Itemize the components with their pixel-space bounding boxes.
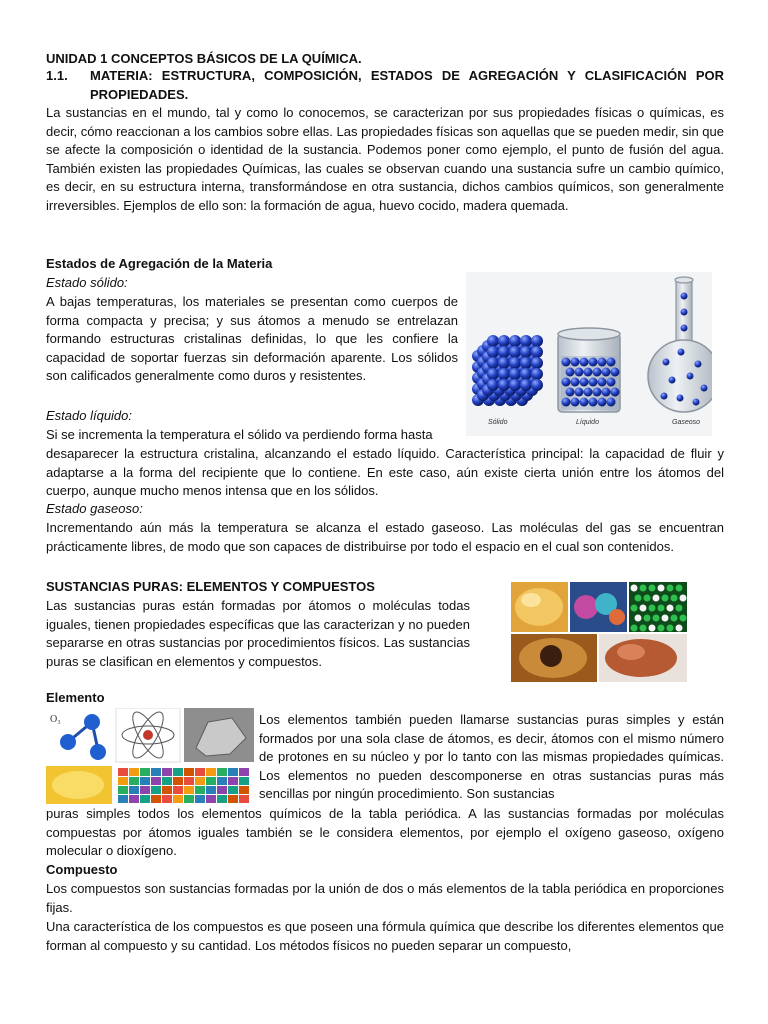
ozone-label: O₃ [50, 714, 61, 725]
unit-title: UNIDAD 1 CONCEPTOS BÁSICOS DE LA QUÍMICA. [46, 51, 362, 66]
compound-heading: Compuesto [46, 862, 118, 877]
element-paragraph: puras simples todos los elementos químicos de la tabla periódica. A las sustancias formadas por moléculas compuestas por átomos iguales también se le considera elementos, por ejemplo el oxígeno gaseoso, oxígeno molecular o dioxígeno. [46, 806, 724, 859]
compound-paragraph-2: Una característica de los compuestos es que poseen una fórmula química que describe los diferentes elementos que forman al compuesto y su cantidad. Los métodos físicos no pueden separar un compuesto, [46, 919, 724, 953]
pure-substances-collage [511, 582, 687, 682]
element-collage [46, 708, 254, 804]
section-title: MATERIA: ESTRUCTURA, COMPOSICIÓN, ESTADOS DE AGREGACIÓN Y CLASIFICACIÓN POR PROPIEDADES. [90, 68, 724, 102]
solid-heading: Estado sólido: [46, 275, 128, 290]
states-heading: Estados de Agregación de la Materia [46, 256, 273, 271]
pure-substances-heading: SUSTANCIAS PURAS: ELEMENTOS Y COMPUESTOS [46, 579, 375, 594]
states-of-matter-figure [466, 272, 712, 436]
liquid-paragraph: desaparecer la estructura cristalina, alcanzando el estado líquido. Característica principal: la capacidad de fluir y adaptarse a la forma del recipiente que lo contiene. En este caso, aún existe cierta unión entre los átomos del cuerpo, aunque mucho menos intensa que en los sólidos. [46, 446, 724, 499]
pure-substances-paragraph: Las sustancias puras están formadas por átomos o moléculas todas iguales, tienen propiedades específicas que las caracterizan y no pueden separarse en otras sustancias por procedimientos físicos. Las sustancias puras se clasifican en elementos y compuestos. [46, 598, 470, 669]
liquid-heading: Estado líquido: [46, 408, 133, 423]
compound-paragraph-1: Los compuestos son sustancias formadas por la unión de dos o más elementos de la tabla periódica en proporciones fijas. [46, 881, 724, 915]
solid-label: Sólido [488, 419, 508, 426]
element-heading: Elemento [46, 690, 105, 705]
element-paragraph-wrap: Los elementos también pueden llamarse sustancias puras simples y están formados por una sola clase de átomos, es decir, átomos con el mismo número de protones en su núcleo y por lo tanto con las mismas propiedades químicas. Los elementos no pueden descomponerse en otras sustancias puras más sencillas por ningún procedimiento. Son sustancias [259, 712, 724, 802]
liquid-paragraph-line1: Si se incrementa la temperatura el sólido va perdiendo forma hasta [46, 427, 433, 442]
liquid-beaker-icon [558, 328, 620, 412]
intro-paragraph: La sustancias en el mundo, tal y como lo conocemos, se caracterizan por sus propiedades físicas o químicas, es decir, cómo reaccionan a los cambios sobre ellas. Las propiedades físicas son aquellas que se pueden medir, sin que se afecte la composición o identidad de la sustancia. Podemos poner como ejemplo, el punto de fusión del agua. También existen las propiedades Químicas, las cuales se observan cuando una sustancia sufre un cambio químico, es decir, en su estructura interna, transformándose en otra sustancia, dichos cambios químicos, son generalmente irreversibles. Ejemplos de ello son: la formación de agua, huevo cocido, madera quemada. [46, 105, 724, 213]
solid-paragraph: A bajas temperaturas, los materiales se presentan como cuerpos de forma compacta y precisa; y sus átomos a menudo se entrelazan formando estructuras cristalinas definidas, lo que les confiere la capacidad de soportar fuerzas sin deformación aparente. Los sólidos son calificados generalmente como duros y resistentes. [46, 294, 458, 384]
section-number: 1.1. [46, 68, 68, 83]
gas-heading: Estado gaseoso: [46, 501, 143, 516]
oxygen-atom-icon [84, 714, 100, 730]
liquid-label: Líquido [576, 419, 599, 426]
oxygen-atom-icon [90, 744, 106, 760]
oxygen-atom-icon [60, 734, 76, 750]
gas-label: Gaseoso [672, 419, 701, 426]
solid-cube-icon [472, 335, 543, 406]
gas-paragraph: Incrementando aún más la temperatura se alcanza el estado gaseoso. Las moléculas del gas se encuentran prácticamente libres, de modo que son capaces de distribuirse por todo el espacio en el cual son contenidos. [46, 520, 724, 554]
